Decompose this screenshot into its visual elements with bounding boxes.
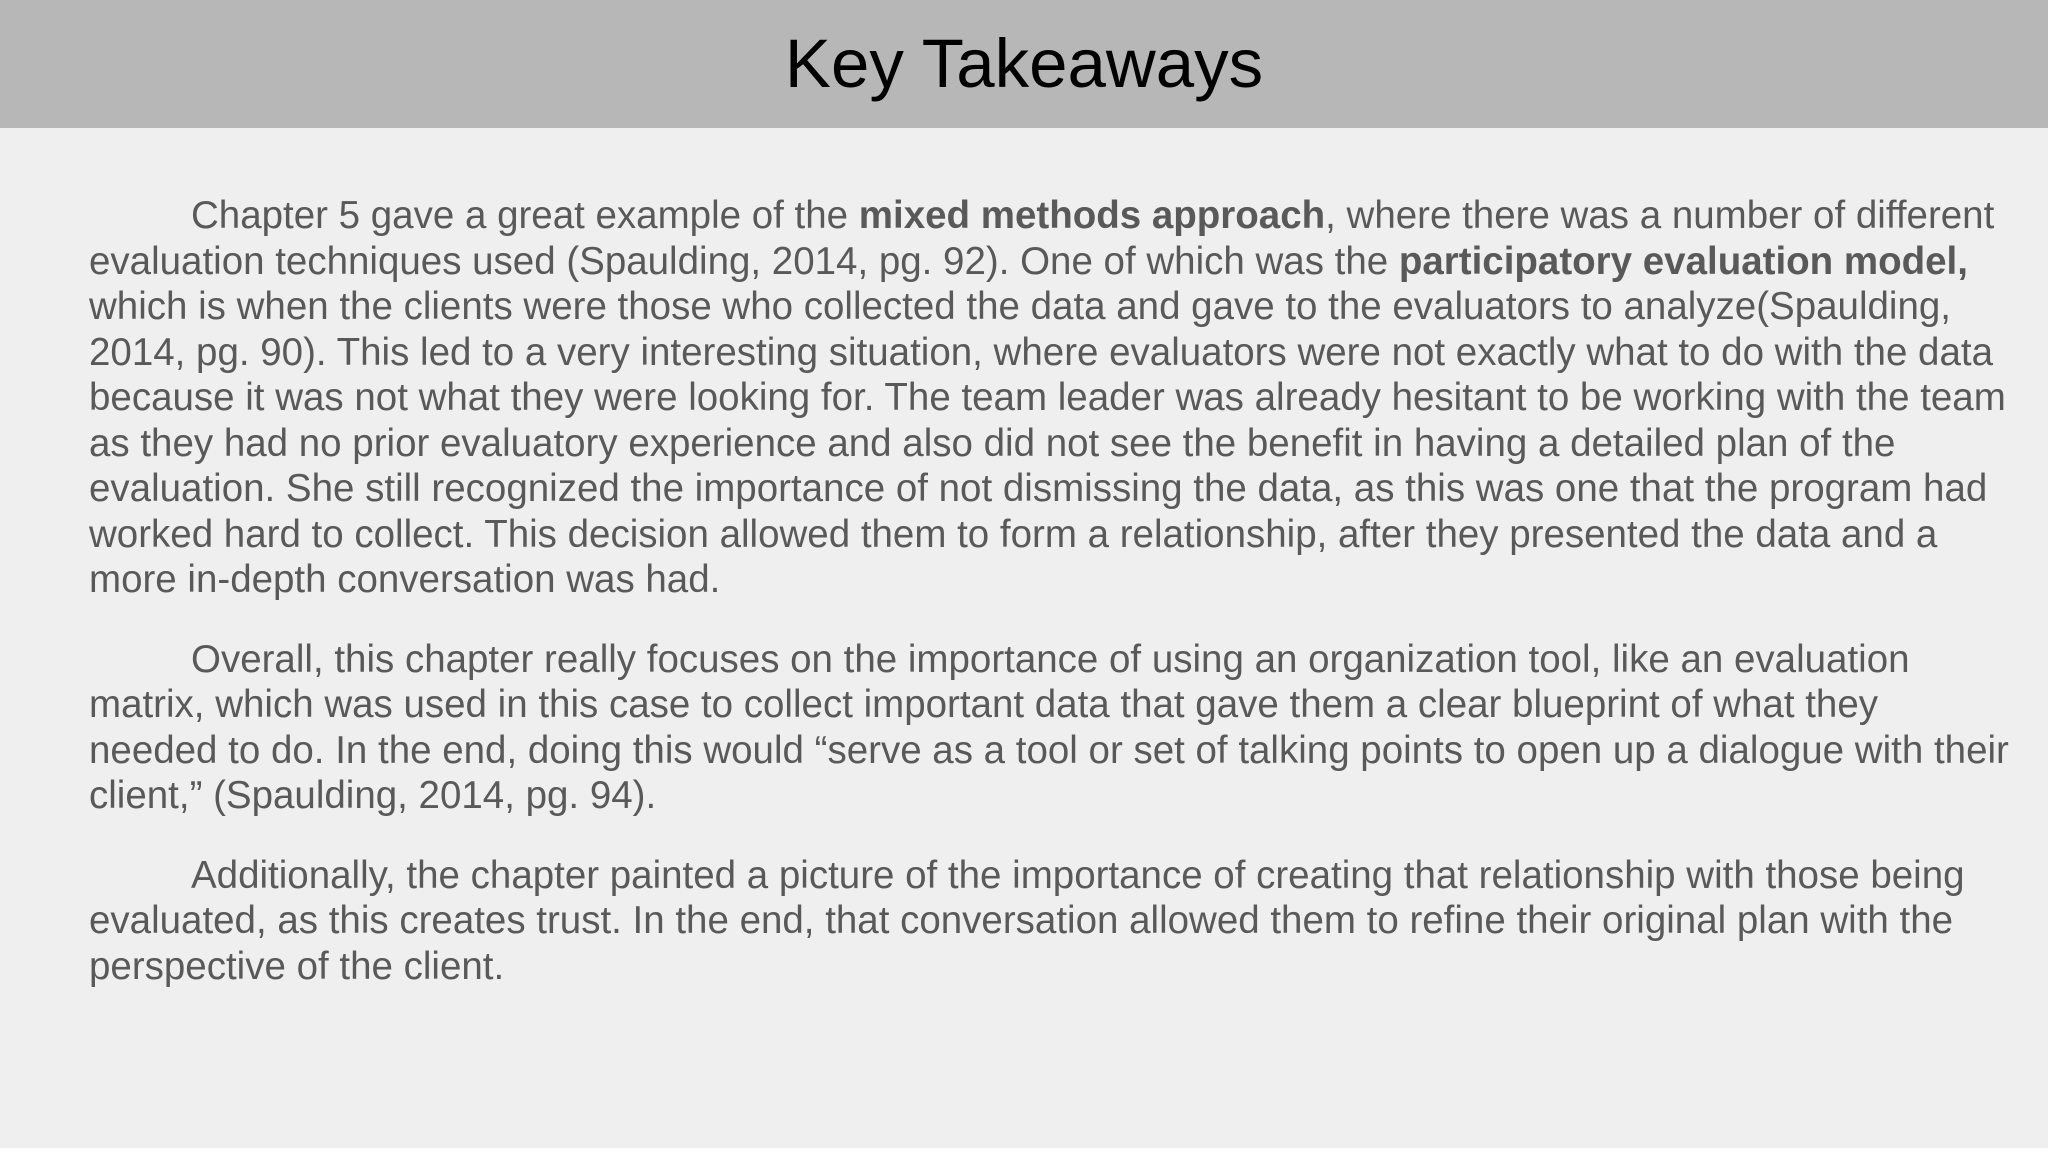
term-mixed-methods-approach: mixed methods approach bbox=[858, 194, 1326, 237]
paragraph-mixed-methods bbox=[89, 193, 2009, 603]
paragraph-text: which is when the clients were those who collected the data and gave to the evaluators to analyze(Spaulding, 2014, pg. 90). This led to a very interesting situation, where evaluators were not exactly what to do with the data because it was not what they were looking for. The team leader was already hesitant to be working with the team as they had no prior evaluatory experience and also did not see the benefit in having a detailed plan of the evaluation. She still recognized the importance of not dismissing the data, as this was one that the program had worked hard to collect. This decision allowed them to form a relationship, after they presented the data and a more in-depth conversation was had. bbox=[89, 285, 2006, 601]
slide-header bbox=[0, 0, 2048, 128]
term-participatory-evaluation-model: participatory evaluation model, bbox=[1398, 239, 1968, 283]
bottom-strip bbox=[0, 1148, 2048, 1152]
paragraph-text: , where there was a number of different evaluation techniques used (Spaulding, 2014, pg. 92). One of which was the bbox=[89, 194, 1995, 283]
slide-body bbox=[89, 193, 2009, 1023]
slide-title: Key Takeaways bbox=[784, 25, 1264, 102]
paragraph-text: Chapter 5 gave a great example of the bbox=[191, 194, 859, 237]
paragraph-relationship-trust bbox=[89, 853, 2009, 990]
paragraph-evaluation-matrix bbox=[89, 637, 2009, 819]
paragraph-text: Additionally, the chapter painted a picture of the importance of creating that relationship with those being evaluated, as this creates trust. In the end, that conversation allowed them to refine their original plan with the perspective of the client. bbox=[89, 853, 1965, 988]
paragraph-text: Overall, this chapter really focuses on the importance of using an organization tool, like an evaluation matrix, which was used in this case to collect important data that gave them a clear blueprint of what they needed to do. In the end, doing this would “serve as a tool or set of talking points to open up a dialogue with their client,” (Spaulding, 2014, pg. 94). bbox=[89, 637, 2009, 817]
